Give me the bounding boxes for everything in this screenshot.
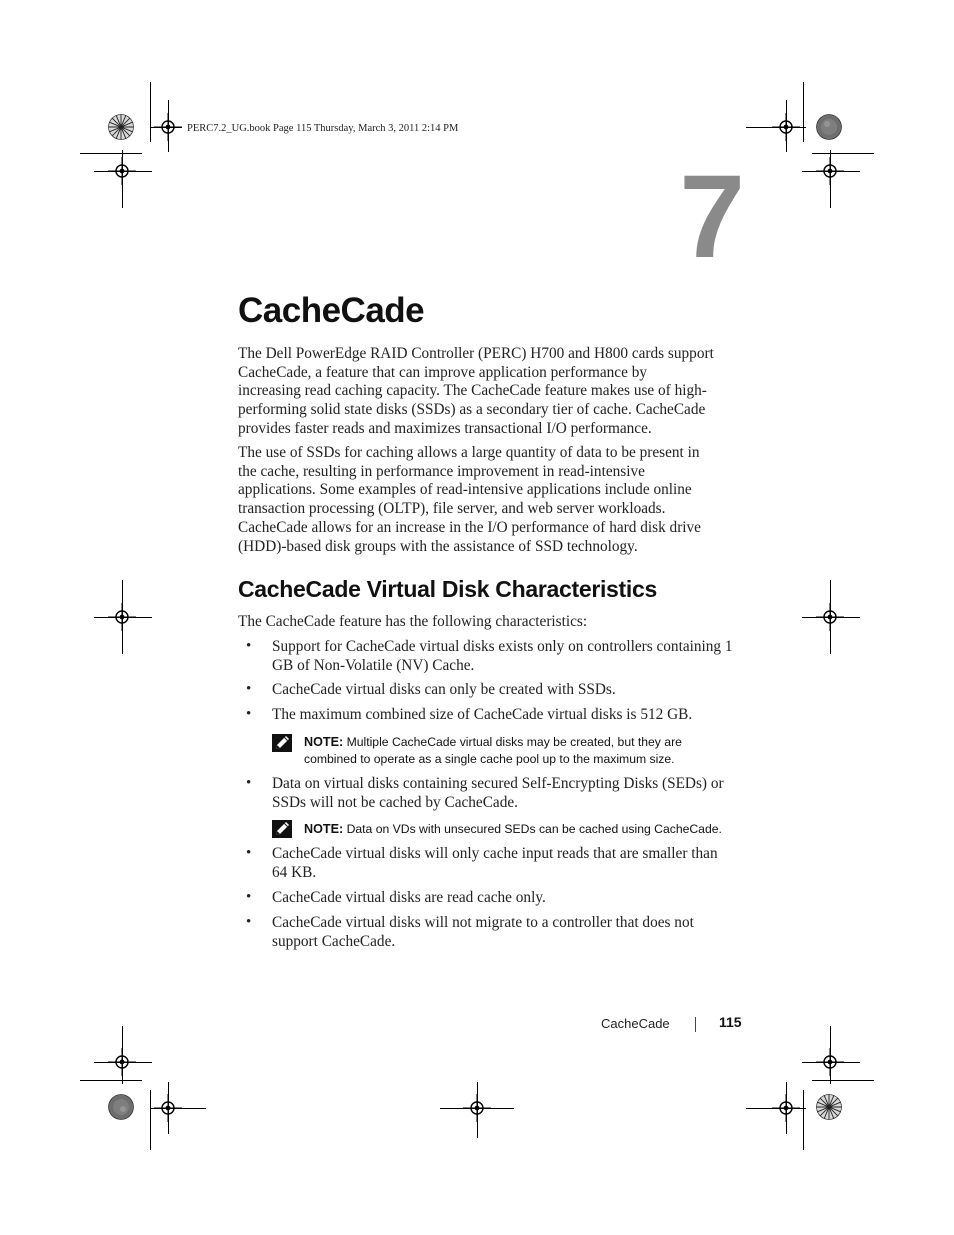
crop-mark — [812, 1080, 874, 1081]
text-line: performing solid state disks (SSDs) as a secondary tier of cache. CacheCade — [238, 401, 706, 419]
text-line: GB of Non-Volatile (NV) Cache. — [272, 656, 475, 674]
bullet-marker: • — [246, 845, 252, 861]
note-text: Multiple CacheCade virtual disks may be created, but they are — [346, 735, 682, 749]
pencil-note-icon — [272, 820, 292, 838]
print-header: PERC7.2_UG.book Page 115 Thursday, March 3, 2011 2:14 PM — [187, 123, 459, 134]
note-label: NOTE: — [304, 735, 344, 749]
crosshair-registration-icon — [772, 113, 800, 141]
crop-mark — [80, 153, 142, 154]
crosshair-registration-icon — [816, 603, 844, 631]
list-item — [272, 681, 738, 700]
pencil-note-icon — [272, 734, 292, 752]
bullet-marker: • — [246, 889, 252, 905]
crop-mark — [150, 1090, 151, 1150]
crop-mark — [803, 82, 804, 142]
starburst-disc-icon — [816, 1094, 842, 1120]
text-line: CacheCade virtual disks are read cache only. — [272, 889, 546, 906]
text-line: CacheCade virtual disks can only be created with SSDs. — [272, 681, 616, 698]
text-line: SSDs will not be cached by CacheCade. — [272, 793, 518, 811]
note-text: Data on VDs with unsecured SEDs can be cached using CacheCade. — [346, 822, 722, 836]
text-line: applications. Some examples of read-intensive applications include online — [238, 481, 692, 499]
text-line: (HDD)-based disk groups with the assistance of SSD technology. — [238, 537, 638, 555]
crosshair-registration-icon — [154, 1094, 182, 1122]
crop-mark — [80, 1080, 142, 1081]
crosshair-registration-icon — [108, 157, 136, 185]
list-item — [272, 775, 738, 812]
text-line — [304, 821, 744, 838]
text-line: the cache, resulting in performance improvement in read-intensive — [238, 462, 645, 480]
starburst-disc-icon — [108, 1094, 134, 1120]
text-line: support CacheCade. — [272, 932, 396, 950]
page-number: 115 — [719, 1014, 742, 1030]
crosshair-registration-icon — [772, 1094, 800, 1122]
text-line: 64 KB. — [272, 863, 317, 881]
section-heading: CacheCade Virtual Disk Characteristics — [238, 576, 657, 602]
list-item — [272, 638, 738, 675]
note-block — [304, 734, 744, 767]
text-line: increasing read caching capacity. The CacheCade feature makes use of high- — [238, 382, 707, 400]
starburst-disc-icon — [108, 114, 134, 140]
bullet-marker: • — [246, 638, 252, 654]
text-line — [304, 734, 744, 751]
list-item — [272, 889, 738, 908]
text-line: combined to operate as a single cache pool up to the maximum size. — [304, 751, 675, 766]
bullet-marker: • — [246, 914, 252, 930]
crosshair-registration-icon — [463, 1094, 491, 1122]
bullet-marker: • — [246, 706, 252, 722]
intro-paragraph-2 — [238, 444, 738, 556]
crosshair-registration-icon — [108, 1048, 136, 1076]
crop-mark — [150, 82, 151, 142]
crosshair-registration-icon — [108, 603, 136, 631]
text-line: CacheCade virtual disks will not migrate to a controller that does not — [272, 914, 694, 931]
text-line: Support for CacheCade virtual disks exists only on controllers containing 1 — [272, 638, 733, 655]
bullet-marker: • — [246, 681, 252, 697]
crosshair-registration-icon — [816, 157, 844, 185]
crop-mark — [803, 1090, 804, 1150]
bullet-marker: • — [246, 775, 252, 791]
text-line: CacheCade allows for an increase in the I/O performance of hard disk drive — [238, 518, 701, 536]
text-line: The Dell PowerEdge RAID Controller (PERC) H700 and H800 cards support — [238, 345, 714, 362]
text-line: provides faster reads and maximizes transactional I/O performance. — [238, 419, 652, 437]
footer-divider — [695, 1017, 696, 1032]
list-item — [272, 845, 738, 882]
intro-paragraph-1 — [238, 345, 738, 439]
crosshair-registration-icon — [816, 1048, 844, 1076]
text-line: The maximum combined size of CacheCade virtual disks is 512 GB. — [272, 706, 693, 723]
crosshair-registration-icon — [154, 113, 182, 141]
text-line: transaction processing (OLTP), file server, and web server workloads. — [238, 500, 666, 518]
list-item — [272, 706, 738, 725]
text-line: CacheCade, a feature that can improve application performance by — [238, 363, 647, 381]
section-intro: The CacheCade feature has the following characteristics: — [238, 613, 588, 630]
text-line: The use of SSDs for caching allows a large quantity of data to be present in — [238, 444, 700, 461]
crop-mark — [812, 153, 874, 154]
starburst-disc-icon — [816, 114, 842, 140]
page-title: CacheCade — [238, 291, 425, 330]
list-item — [272, 914, 738, 951]
note-block — [304, 821, 744, 838]
footer-chapter-label: CacheCade — [601, 1016, 670, 1031]
text-line: Data on virtual disks containing secured Self-Encrypting Disks (SEDs) or — [272, 775, 724, 792]
note-label: NOTE: — [304, 822, 344, 836]
chapter-number: 7 — [679, 151, 745, 283]
text-line: CacheCade virtual disks will only cache input reads that are smaller than — [272, 845, 718, 862]
